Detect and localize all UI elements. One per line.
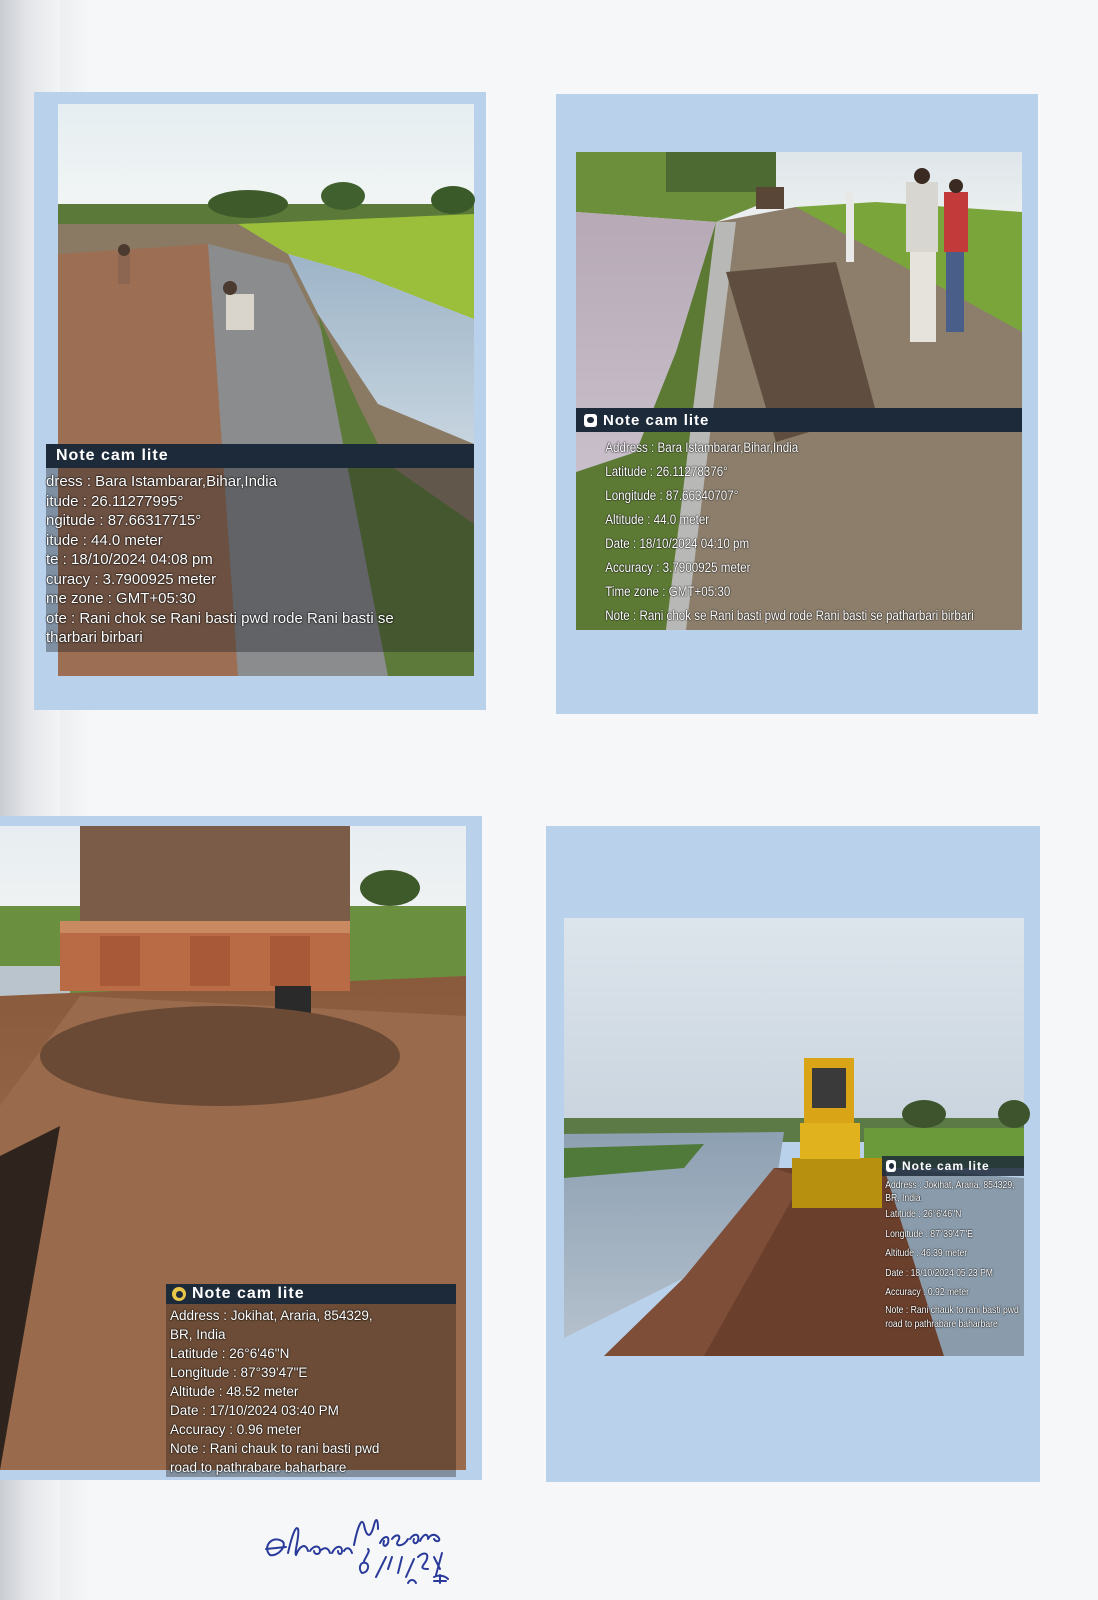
photo-4-note: Note : Rani chauk to rani basti pwd (885, 1303, 1019, 1316)
photo-3-accuracy: Accuracy : 0.96 meter (170, 1422, 302, 1437)
photo-3-address-cont: BR, India (170, 1327, 226, 1342)
photo-1-timezone: me zone : GMT+05:30 (46, 590, 196, 607)
photo-3-note-cont: road to pathrabare baharbare (170, 1460, 347, 1475)
photo-3-altitude: Altitude : 48.52 meter (170, 1384, 299, 1399)
photo-3-overlay-body (166, 1304, 456, 1477)
camera-icon (172, 1287, 186, 1301)
photo-4-app-name: Note cam lite (902, 1159, 990, 1173)
photo-2-note: Note : Rani chok se Rani basti pwd rode Rani basti se patharbari birbari (605, 608, 974, 623)
photo-1-road-embankment-workers (46, 104, 474, 676)
photo-2-app-name: Note cam lite (603, 411, 710, 429)
photo-4-address-cont: BR, India (885, 1192, 921, 1204)
photo-4-latitude: Latitude : 26°6'46"N (885, 1208, 962, 1220)
photo-1-overlay-body (46, 468, 474, 652)
photo-2-overlay (576, 408, 1022, 628)
photo-4-address: Address : Jokihat, Araria, 854329, (885, 1179, 1015, 1191)
camera-icon (584, 414, 597, 427)
photo-4-overlay (882, 1156, 1024, 1331)
photo-3-longitude: Longitude : 87°39'47"E (170, 1365, 308, 1380)
photo-3-note: Note : Rani chauk to rani basti pwd (170, 1441, 380, 1456)
photo-2-altitude: Altitude : 44.0 meter (605, 512, 710, 527)
photo-1-address: dress : Bara Istambarar,Bihar,India (46, 473, 277, 490)
camera-icon (886, 1160, 896, 1172)
photo-2-timezone: Time zone : GMT+05:30 (605, 584, 731, 599)
photo-4-longitude: Longitude : 87°39'47"E (885, 1227, 973, 1240)
photo-1-app-name: Note cam lite (56, 447, 169, 464)
photo-3-tractor-trolley-soil (0, 826, 466, 1475)
photo-2-latitude: Latitude : 26.11278376° (605, 464, 728, 479)
photo-4-excavator-embankment (564, 918, 1024, 1356)
photo-2-address: Address : Bara Istambarar,Bihar,India (605, 440, 799, 455)
photo-1-note-cont: tharbari birbari (46, 629, 143, 646)
photo-1-altitude: itude : 44.0 meter (46, 531, 163, 549)
photo-1-date: te : 18/10/2024 04:08 pm (46, 551, 213, 568)
photo-2-date: Date : 18/10/2024 04:10 pm (605, 536, 750, 551)
handwritten-signature (258, 1495, 488, 1585)
photo-3-date: Date : 17/10/2024 03:40 PM (170, 1403, 339, 1418)
photo-3-latitude: Latitude : 26°6'46"N (170, 1346, 290, 1361)
photo-3-address: Address : Jokihat, Araria, 854329, (170, 1308, 373, 1323)
photo-2-accuracy: Accuracy : 3.7900925 meter (605, 560, 751, 575)
photo-3-overlay-header (166, 1284, 456, 1304)
photo-4-date: Date : 18/10/2024 05:23 PM (885, 1266, 993, 1279)
photo-4-accuracy: Accuracy : 0.92 meter (885, 1286, 970, 1298)
photo-2-road-embankment-people (576, 152, 1022, 630)
photo-1-overlay (46, 444, 474, 652)
photo-3-overlay (166, 1284, 456, 1477)
photo-4-altitude: Altitude : 46.39 meter (885, 1247, 968, 1259)
photo-1-note: ote : Rani chok se Rani basti pwd rode Rani basti se (46, 609, 394, 627)
photo-1-latitude: itude : 26.11277995° (46, 492, 184, 510)
photo-4-overlay-body (882, 1176, 1030, 1331)
photo-1-accuracy: curacy : 3.7900925 meter (46, 570, 217, 588)
photo-4-note-cont: road to pathrabare baharbare (885, 1317, 998, 1330)
photo-2-longitude: Longitude : 87.66340707° (605, 488, 739, 503)
photo-2-overlay-body (576, 432, 1052, 628)
photo-3-app-name: Note cam lite (192, 1285, 305, 1302)
photo-1-overlay-header (46, 444, 474, 468)
photo-1-longitude: ngitude : 87.66317715° (46, 512, 202, 529)
photo-2-overlay-header (576, 408, 1022, 432)
photo-4-overlay-header (882, 1156, 1024, 1176)
